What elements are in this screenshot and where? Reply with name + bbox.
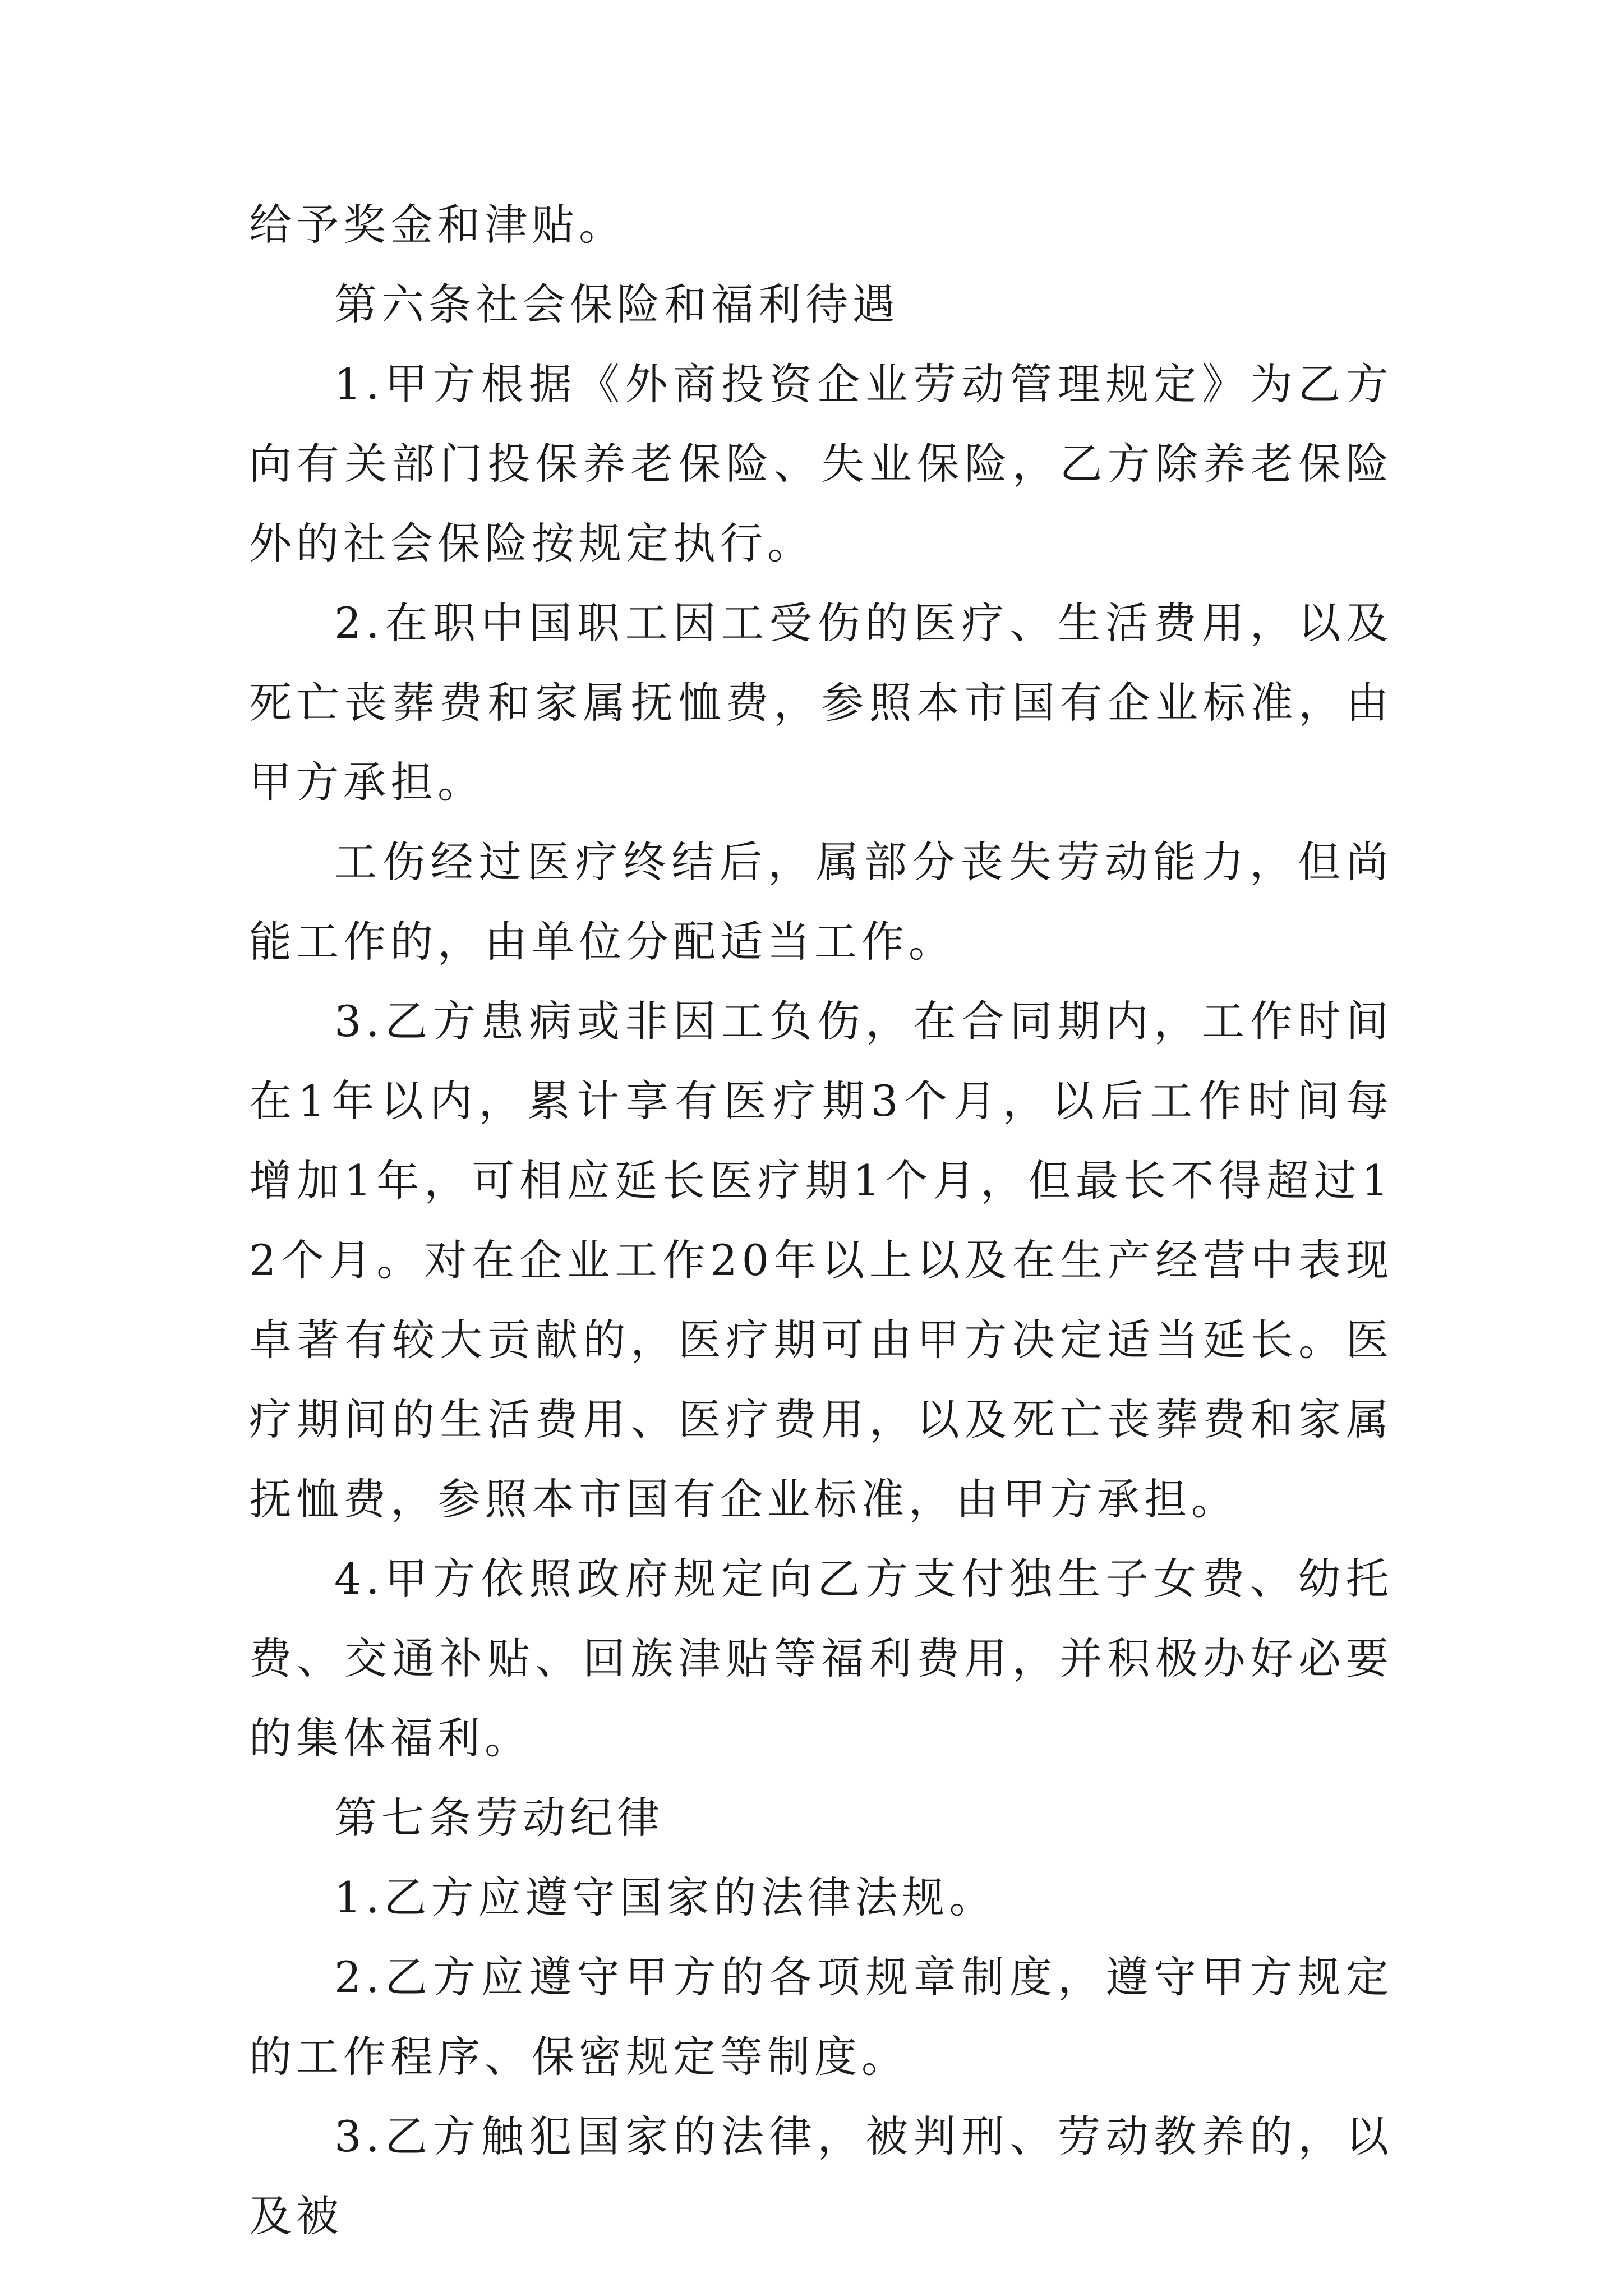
article-7-item-3: 3.乙方触犯国家的法律，被判刑、劳动教养的，以及被 (249, 2111, 1393, 2241)
article-6-item-2-continuation: 工伤经过医疗终结后，属部分丧失劳动能力，但尚能工作的，由单位分配适当工作。 (249, 837, 1393, 967)
article-7-item-1: 1.乙方应遵守国家的法律法规。 (334, 1872, 997, 1922)
article-6-item-3: 3.乙方患病或非因工负伤，在合同期内，工作时间在1年以内，累计享有医疗期3个月，以后工作时间每增加1年，可相应延长医疗期1个月，但最长不得超过12个月。对在企业工作20年以上以及在生产经营中表现卓著有较大贡献的，医疗期可由甲方决定适当延长。医疗期间的生活费用、医疗费用，以及死亡丧葬费和家属抚恤费，参照本市国有企业标准，由甲方承担。 (249, 996, 1393, 1524)
article-6-item-2: 2.在职中国职工因工受伤的医疗、生活费用，以及死亡丧葬费和家属抚恤费，参照本市国有企业标准，由甲方承担。 (249, 598, 1393, 807)
article-6-item-1: 1.甲方根据《外商投资企业劳动管理规定》为乙方向有关部门投保养老保险、失业保险，乙方除养老保险外的社会保险按规定执行。 (249, 359, 1393, 568)
article-7-item-2: 2.乙方应遵守甲方的各项规章制度，遵守甲方规定的工作程序、保密规定等制度。 (249, 1952, 1393, 2082)
article-6-heading: 第六条社会保险和福利待遇 (334, 279, 900, 329)
article-7-heading: 第七条劳动纪律 (334, 1793, 664, 1843)
document-body (249, 185, 1393, 2256)
paragraph-bonus-allowance: 给予奖金和津贴。 (249, 200, 626, 250)
article-6-item-4: 4.甲方依照政府规定向乙方支付独生子女费、幼托费、交通补贴、回族津贴等福利费用，并积极办好必要的集体福利。 (249, 1554, 1393, 1763)
